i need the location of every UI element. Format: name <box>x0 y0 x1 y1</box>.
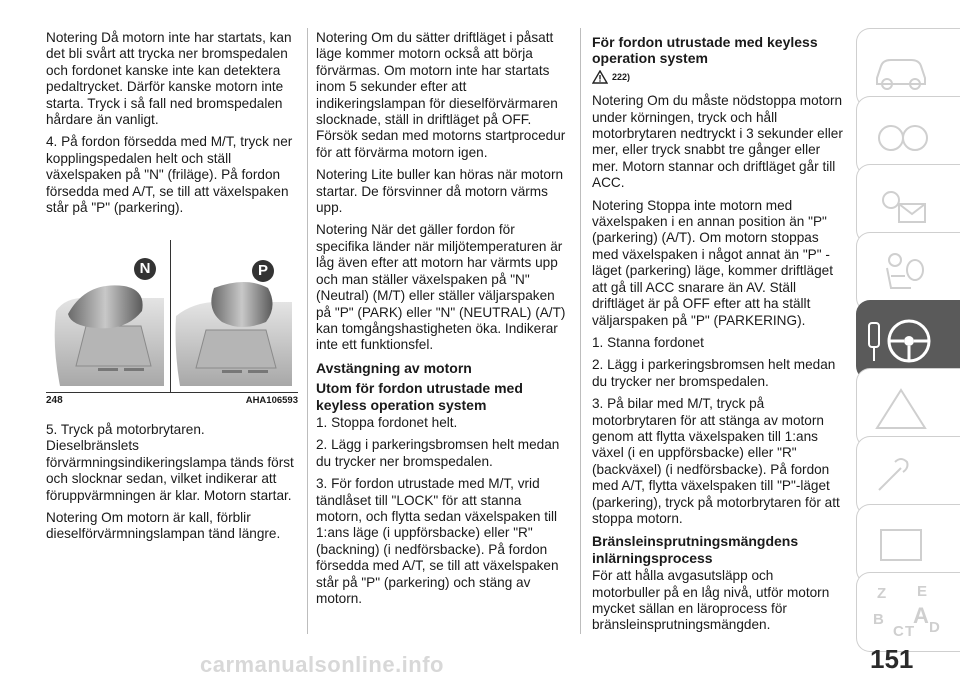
figure-caption-rule <box>46 392 298 393</box>
heading-engine-shutdown: Avstängning av motorn <box>316 359 472 376</box>
figure-image <box>46 226 298 392</box>
paragraph-note-cold-engine: Notering Om motorn är kall, förblir dieselförvärmningslampan tänd längre. <box>46 510 281 542</box>
index-letter: T <box>905 623 915 640</box>
index-letter: B <box>873 611 884 628</box>
figure-number: 248 <box>46 395 63 406</box>
figure-code: AHA106593 <box>245 395 298 406</box>
column-1 <box>46 30 296 222</box>
column-divider-1 <box>307 28 308 634</box>
car-icon <box>871 44 931 94</box>
paragraph-note-engine-not-started: Notering Då motorn inte har startats, kan det bli svårt att trycka ner bromspedalen och fordonet kanske inte kan detektera pedaltrycket. Därför kanske motorn inte starta. Tryck i så fall ned bromspedalen hårdare än vanligt. <box>46 30 292 128</box>
figure-divider <box>170 240 171 392</box>
index-letter: D <box>929 619 940 636</box>
column-1-after-figure <box>46 422 296 549</box>
badge-park: P <box>252 260 274 282</box>
wrench-car-icon <box>871 452 931 502</box>
heading-with-keyless: För fordon utrustade med keyless operation system <box>592 34 818 67</box>
step-1: 1. Stanna fordonet <box>592 334 704 350</box>
paragraph-fuel-injection: För att hålla avgasutsläpp och motorbuller på en låg nivå, utför motorn mycket sällan en läroprocess för bränsleinsprutningsmängden. <box>592 568 830 633</box>
spec-data-icon <box>871 520 931 570</box>
figure-gear-shifters <box>46 226 298 411</box>
paragraph-note-idle-speed: Notering När det gäller fordon för specifika länder när miljötemperaturen är låg även efter att motorn har värmts upp och man ställer växelspaken på "N" (Neutral) (M/T) eller ställer väljarspaken på "P" (PARK) eller "N" (NEUTRAL) (A/T) kan tomgångshastigheten öka. Indikerar inte ett funktionsfel. <box>316 222 566 353</box>
index-icon <box>873 583 943 647</box>
warning-triangle-icon <box>871 384 931 434</box>
index-letter: Z <box>877 585 887 602</box>
column-3 <box>592 30 844 640</box>
paragraph-note-preheat: Notering Om du sätter driftläget i påsatt läge kommer motorn också att börja förvärmas. Om motorn inte har startats inom 5 sekunder efter att indikeringslampan för dieselförvärmaren slocknade, ställ in driftläget på OFF. Försök sedan med motorns startprocedur för att förvärma motorn igen. <box>316 30 566 160</box>
watermark: carmanualsonline.info <box>200 652 444 677</box>
paragraph-note-stop-position: Notering Stoppa inte motorn med växelspaken i en annan position än "P" (parkering) (A/T). Om motorn stoppas med växelspaken i något annat än "P" -läget (parkering) läge, kommer driftläget att gå till ACC snarare än AV. Ställ driftläget är på OFF efter att ha ställt väljarspaken på "P" (PARKERING). <box>592 197 834 328</box>
step-3: 3. På bilar med M/T, tryck på motorbrytaren för att stänga av motorn genom att flytta växelspaken till 1:ans växel (i en uppförsbacke) eller "R" (backväxel) (i nedförsbacke). På fordon med A/T, flytta växelspaken till "P"-läget (parkering), tryck på motorbrytaren för att stoppa motorn. <box>592 396 840 526</box>
badge-neutral: N <box>134 258 156 280</box>
gear-shifter-illustration <box>46 226 298 392</box>
dashboard-icon <box>871 112 931 162</box>
warning-reference-number: 222) <box>612 71 631 82</box>
step-2: 2. Lägg i parkeringsbromsen helt medan du trycker ner bromspedalen. <box>592 357 836 389</box>
heading-fuel-injection-learning: Bränsleinsprutningsmängdens inlärningsprocess <box>592 533 799 566</box>
page-number: 151 <box>870 644 914 674</box>
paragraph-step-5: 5. Tryck på motorbrytaren. Dieselbränslets förvärmningsindikeringslampa tänds först och slocknar sedan, vilket indikerar att föruppvärmningen är klar. Motorn startar. <box>46 422 294 503</box>
step-3: 3. För fordon utrustade med M/T, vrid tändlåset till "LOCK" för att stanna motorn, och flytta sedan växelspaken till 1:ans läge (i uppförsbacke) eller "R" (backning) (i nedförsbacke). På fordon försedda med A/T, se till att växelspaken står på "P" (parkering) och stäng av motorn. <box>316 476 559 606</box>
index-letter: C <box>893 623 904 640</box>
index-letter: E <box>917 583 928 600</box>
steering-wheel-key-icon <box>865 313 935 369</box>
tab-index[interactable] <box>856 572 960 652</box>
index-letter: A <box>913 603 929 628</box>
step-2: 2. Lägg i parkeringsbromsen helt medan du trycker ner bromspedalen. <box>316 437 560 469</box>
airbag-seat-icon <box>871 248 931 298</box>
warning-reference <box>592 69 844 85</box>
paragraph-note-emergency-stop: Notering Om du måste nödstoppa motorn under körningen, tryck och håll motorbrytaren nedtryckt i 3 sekunder eller mer, eller tryck snabbt tre gånger eller mer. Motorn stannar och driftläget går till ACC. <box>592 93 843 191</box>
step-1: 1. Stoppa fordonet helt. <box>316 414 458 430</box>
paragraph-note-noise: Notering Lite buller kan höras när motorn startar. De försvinner då motorn värms upp. <box>316 167 564 216</box>
warning-triangle-icon <box>592 70 608 84</box>
column-2 <box>316 30 569 613</box>
column-divider-2 <box>580 28 581 634</box>
paragraph-step-4: 4. På fordon försedda med M/T, tryck ner kopplingspedalen helt och ställ växelspaken på "N" (friläge). På fordon försedda med A/T, se till att växelspaken står på "P" (parkering). <box>46 134 293 216</box>
lights-mail-icon <box>871 180 931 230</box>
heading-without-keyless: Utom för fordon utrustade med keyless operation system <box>316 380 523 413</box>
